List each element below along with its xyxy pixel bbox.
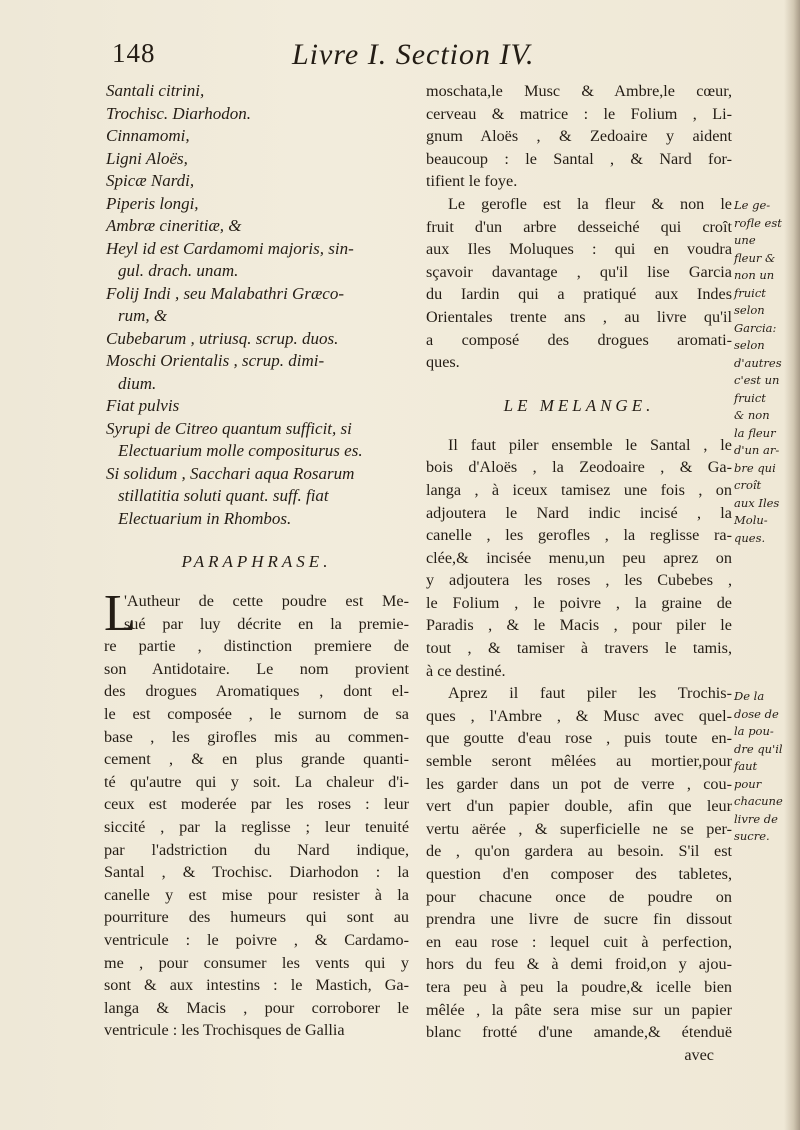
- note-line: Molu-: [734, 513, 768, 527]
- text-line: aux Iles Moluques : qui en voudra: [426, 240, 732, 259]
- text-line: du Iardin qui a pratiqué aux Indes: [426, 285, 732, 304]
- text-line: les garder dans un pot de verre , cou-: [426, 774, 732, 793]
- recipe-line: Ambræ cineritiæ, &: [106, 216, 242, 235]
- text-line: pour chacune once de poudre on: [426, 887, 732, 906]
- note-line: d'autres: [734, 355, 782, 370]
- text-line: té qu'autre qui y soit. La chaleur d'i-: [104, 772, 409, 791]
- recipe-line: Santali citrini,: [106, 81, 205, 100]
- page-header: [112, 38, 722, 78]
- recipe-line: Cubebarum , utriusq. scrup. duos.: [106, 328, 339, 348]
- text-line: son Antidotaire. Le nom provient: [104, 659, 409, 678]
- text-line: re partie , distinction premiere de: [104, 637, 409, 656]
- text-line: langa , à iceux tamisez une fois , on: [426, 480, 732, 499]
- recipe-line: Ligni Aloës,: [106, 148, 188, 168]
- left-column: [104, 80, 409, 1042]
- continued-paragraph: [426, 80, 732, 193]
- text-line: mêlée , la pâte sera mise sur un papier: [426, 1000, 732, 1019]
- text-line: ques , l'Ambre , & Musc avec quel-: [426, 706, 732, 725]
- text-line: Orientales trente ans , au livre qu'il: [426, 307, 732, 326]
- recipe-line: Heyl id est Cardamomi majoris, sin-: [106, 238, 354, 258]
- text-line: blanc frotté d'une amande,& étenduë: [426, 1023, 732, 1042]
- note-line: chacune: [734, 794, 783, 808]
- recipe-line: Si solidum , Sacchari aqua Rosarum: [106, 463, 355, 483]
- note-line: fruict: [734, 285, 766, 300]
- text-line: semble seront mêlées au mortier,pour: [426, 752, 732, 771]
- note-line: la fleur: [734, 425, 776, 440]
- note-line: pour: [734, 776, 762, 791]
- text-line: Santal , & Trochisc. Diarhodon : la: [104, 863, 409, 882]
- text-line: ques.: [426, 353, 460, 372]
- note-line: sucre.: [734, 829, 770, 843]
- text-line: moschata,le Musc & Ambre,le cœur,: [426, 82, 732, 100]
- text-line: base , les girofles mis au commen-: [104, 727, 409, 746]
- apres-paragraph: [426, 682, 732, 1044]
- recipe-line: Syrupi de Citreo quantum sufficit, si: [106, 418, 352, 438]
- recipe-line: Electuarium in Rhombos.: [118, 508, 292, 528]
- note-line: dose de: [734, 706, 779, 721]
- text-line: tifient le foye.: [426, 172, 518, 191]
- text-line: clée,& incisée menu,un peu aprez on: [426, 548, 732, 567]
- text-line: me , pour consumer les vents qui y: [104, 953, 409, 972]
- text-line: ceux est moderée par les roses : leur: [104, 795, 409, 814]
- paraphrase-text: [104, 585, 409, 1042]
- note-line: rofle est: [734, 215, 782, 230]
- recipe-line: Spicæ Nardi,: [106, 171, 195, 190]
- text-line: en eau rose : lequel cuit à perfection,: [426, 932, 732, 951]
- text-line: cerveau & matrice : le Folium , Li-: [426, 104, 732, 123]
- text-line: sué par luy décrite en la premie-: [124, 614, 409, 633]
- paraphrase-heading: PARAPHRASE.: [181, 552, 332, 571]
- text-line: 'Autheur de cette poudre est Me-: [124, 592, 409, 610]
- text-line: le est composée , le surnom de sa: [104, 704, 409, 723]
- note-line: & non: [734, 408, 770, 422]
- note-line: ques.: [734, 530, 766, 545]
- catchword: avec: [684, 1045, 714, 1064]
- text-line: question d'en composer des tabletes,: [426, 865, 732, 883]
- text-line: que goutte d'eau rose , puis toute en-: [426, 729, 732, 748]
- text-line: ventricule : les Trochisques de Gallia: [104, 1021, 345, 1040]
- text-line: adjoutera le Nard indic incisé , la: [426, 503, 732, 522]
- text-line: Aprez il faut piler les Trochis-: [448, 684, 732, 703]
- text-line: ventricule : le poivre , & Cardamo-: [104, 930, 409, 949]
- text-line: canelle , les gerofles , la reglisse ra-: [426, 526, 732, 545]
- note-line: d'un ar-: [734, 443, 780, 457]
- note-line: c'est un: [734, 373, 780, 387]
- note-line: selon: [734, 338, 765, 352]
- text-line: Le gerofle est la fleur & non le: [448, 194, 732, 213]
- text-line: siccité , par la reglisse ; leur tenuité: [104, 817, 409, 836]
- recipe-line: Cinnamomi,: [106, 126, 190, 145]
- text-line: prendra une livre de sucre fin dissout: [426, 910, 732, 929]
- text-line: des drogues Aromatiques , dont el-: [104, 682, 409, 701]
- recipe-line: rum, &: [118, 306, 168, 325]
- recipe-list: [104, 80, 409, 530]
- text-line: Paradis , & le Macis , pour piler le: [426, 616, 732, 635]
- recipe-line: Trochisc. Diarhodon.: [106, 103, 251, 123]
- note-line: livre de: [734, 811, 778, 826]
- recipe-line: Fiat pulvis: [106, 396, 180, 415]
- recipe-line: Moschi Orientalis , scrup. dimi-: [106, 351, 325, 370]
- note-line: croît: [734, 478, 762, 492]
- girofle-paragraph: [426, 193, 732, 374]
- melange-paragraph: [426, 434, 732, 683]
- recipe-line: stillatitia soluti quant. suff. fiat: [118, 486, 329, 505]
- text-line: tera peu à peu la poudre,& icelle bien: [426, 977, 732, 996]
- text-line: le Folium , le poivre , la graine de: [426, 593, 732, 612]
- margin-note-dose: [734, 688, 794, 846]
- drop-cap: L: [104, 585, 136, 642]
- text-line: cement , & en plus grande quanti-: [104, 750, 409, 769]
- note-line: aux Iles: [734, 495, 780, 510]
- note-line: Garcia:: [734, 320, 777, 335]
- recipe-line: gul. drach. unam.: [118, 261, 239, 280]
- text-line: beaucoup : le Santal , & Nard for-: [426, 149, 732, 168]
- note-line: selon: [734, 303, 765, 317]
- margin-note-girofle: [734, 197, 794, 547]
- text-line: langa & Macis , pour corroborer le: [104, 998, 409, 1017]
- text-line: par l'adstriction du Nard indique,: [104, 840, 409, 859]
- text-line: bois d'Aloës , la Zeodoaire , & Ga-: [426, 458, 732, 477]
- text-line: Il faut piler ensemble le Santal , le: [448, 435, 732, 454]
- melange-heading: LE MELANGE.: [503, 395, 655, 415]
- note-line: dre qu'il: [734, 741, 783, 756]
- recipe-line: Folij Indi , seu Malabathri Græco-: [106, 283, 344, 303]
- recipe-line: dium.: [118, 373, 157, 393]
- text-line: vertu aërée , & superficielle ne se per-: [426, 819, 732, 838]
- text-line: fruit d'un arbre desseiché qui croît: [426, 217, 732, 236]
- note-line: faut: [734, 759, 758, 773]
- note-line: une: [734, 233, 756, 247]
- note-line: fleur &: [734, 250, 776, 265]
- recipe-line: Electuarium molle compositurus es.: [118, 441, 363, 460]
- text-line: de , qu'on gardera au besoin. S'il est: [426, 842, 732, 861]
- text-line: à ce destiné.: [426, 661, 506, 680]
- text-line: pourriture des humeurs qui sont au: [104, 908, 409, 927]
- recipe-line: Piperis longi,: [106, 193, 199, 213]
- note-line: fruict: [734, 390, 766, 405]
- note-line: non un: [734, 268, 775, 282]
- text-line: canelle y est mise pour resister à la: [104, 885, 409, 904]
- right-column: [426, 80, 732, 1066]
- text-line: hors du feu & à demi froid,on y ajou-: [426, 955, 732, 974]
- text-line: tout , & tamiser à travers le tamis,: [426, 639, 732, 658]
- text-line: y adjoutera les roses , les Cubebes ,: [426, 571, 732, 590]
- page-number: 148: [112, 38, 156, 68]
- note-line: la pou-: [734, 724, 774, 738]
- text-line: sont & aux intestins : le Mastich, Ga-: [104, 976, 409, 995]
- running-title: Livre I. Section IV.: [292, 38, 535, 71]
- text-line: gnum Aloës , & Zedoaire y aident: [426, 127, 732, 146]
- text-line: sçavoir davantage , qu'il lise Garcia: [426, 262, 732, 281]
- text-line: a composé des drogues aromati-: [426, 330, 732, 349]
- note-line: De la: [734, 689, 765, 703]
- note-line: bre qui: [734, 460, 776, 475]
- note-line: Le ge-: [734, 198, 771, 212]
- page-edge-shadow: [784, 0, 800, 1130]
- text-line: vert d'un papier double, afin que leur: [426, 797, 732, 816]
